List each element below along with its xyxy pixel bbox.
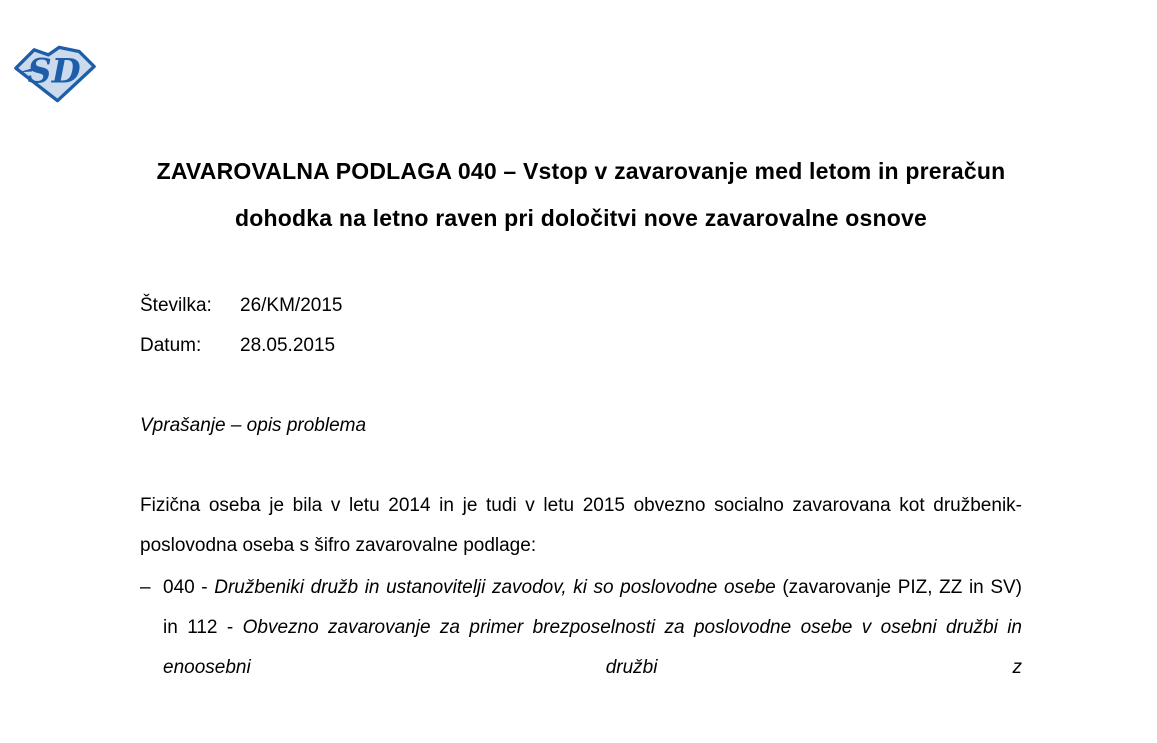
meta-row-number [140, 286, 1022, 326]
bullet-dash-marker: – [140, 577, 151, 598]
date-value: 28.05.2015 [240, 335, 336, 356]
meta-row-date [140, 326, 1022, 366]
date-label: Datum: [140, 335, 202, 356]
bullet-segment-italic-2: Obvezno zavarovanje za primer brezposelnosti za poslovodne osebe v osebni družbi in enoosebni družbi z [163, 617, 1022, 678]
number-value: 26/KM/2015 [240, 295, 343, 316]
bullet-item [140, 568, 1022, 688]
bullet-segment-italic-1: Družbeniki družb in ustanovitelji zavodov, ki so poslovodne osebe [214, 577, 776, 598]
bullet-text [163, 568, 1022, 688]
body-paragraph: Fizična oseba je bila v letu 2014 in je tudi v letu 2015 obvezno socialno zavarovana kot družbenik-poslovodna oseba s šifro zavarovalne podlage: [140, 495, 1022, 556]
sd-shield-logo-icon [13, 44, 97, 104]
section-heading-question: Vprašanje – opis problema [140, 415, 367, 436]
logo-letters: SD [27, 51, 81, 91]
document-title: ZAVAROVALNA PODLAGA 040 – Vstop v zavarovanje med letom in preračun dohodka na letno raven pri določitvi nove zavarovalne osnove [156, 158, 1006, 231]
number-label: Številka: [140, 295, 212, 316]
document-content [140, 0, 1022, 688]
document-meta [140, 286, 1022, 366]
bullet-segment-plain-2: (zavarovanje PIZ, ZZ in SV) in 112 - [163, 577, 1022, 638]
bullet-segment-plain-1: 040 - [163, 577, 215, 598]
